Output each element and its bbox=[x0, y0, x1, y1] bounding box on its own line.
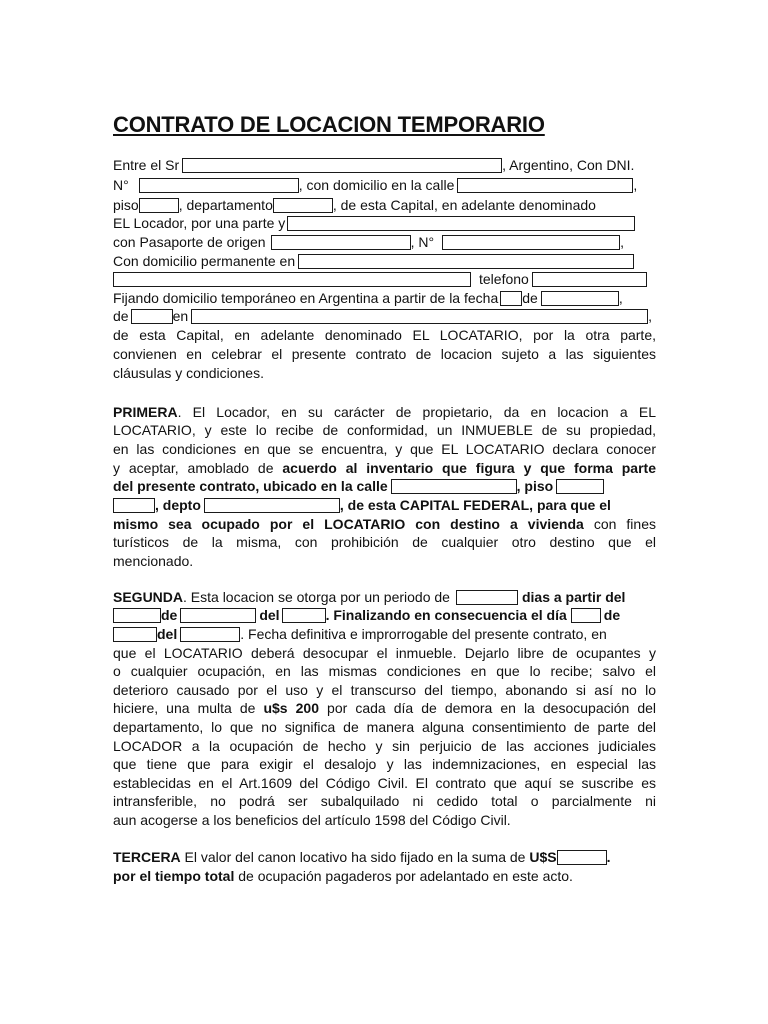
clause-heading: PRIMERA bbox=[113, 404, 178, 420]
text: en bbox=[172, 308, 189, 324]
page-title: CONTRATO DE LOCACION TEMPORARIO bbox=[113, 112, 545, 137]
text: . Esta locacion se otorga por un periodo de bbox=[183, 589, 450, 605]
intro-line-5 bbox=[113, 233, 624, 251]
text: por cada día de demora en la desocupación del bbox=[319, 700, 656, 716]
bold-text: del bbox=[259, 607, 280, 623]
intro-line-12: cláusulas y condiciones. bbox=[113, 365, 264, 381]
intro-line-7 bbox=[113, 270, 647, 288]
bold-text: . Finalizando en consecuencia el día bbox=[325, 607, 567, 623]
street-field[interactable] bbox=[457, 178, 633, 193]
text: telefono bbox=[479, 271, 529, 287]
bold-text: por el tiempo total bbox=[113, 868, 235, 884]
bold-text: , de esta CAPITAL FEDERAL, para que el bbox=[339, 497, 611, 513]
bold-text: de bbox=[603, 607, 621, 623]
text: , bbox=[648, 308, 653, 324]
text: . El Locador, en su carácter de propietario, da en locacion a EL bbox=[177, 404, 656, 420]
floor-field[interactable] bbox=[139, 198, 179, 213]
end-day-field[interactable] bbox=[571, 608, 601, 623]
text: , con domicilio en la calle bbox=[298, 177, 455, 193]
text: N° bbox=[113, 177, 129, 193]
text: hiciere, una multa de bbox=[113, 700, 264, 716]
bold-text: de bbox=[161, 607, 178, 623]
segunda-line-3 bbox=[113, 625, 607, 643]
primera-line-6 bbox=[113, 496, 611, 514]
primera-line-2: LOCATARIO, y este lo recibe de conformidad, un INMUEBLE de su propiedad, bbox=[113, 422, 656, 438]
passport-origin-field[interactable] bbox=[271, 235, 411, 250]
permanent-address-cont-field[interactable] bbox=[113, 272, 471, 287]
text: de bbox=[113, 308, 129, 324]
phone-field[interactable] bbox=[532, 272, 647, 287]
text: , bbox=[618, 290, 623, 306]
text: , bbox=[620, 234, 624, 250]
temporary-address-field[interactable] bbox=[191, 309, 648, 324]
segunda-line-12: intransferible, no podrá ser subalquilado ni cedido total o parcialmente ni bbox=[113, 793, 656, 809]
bold-text: , depto bbox=[155, 497, 201, 513]
text: . Fecha definitiva e improrrogable del presente contrato, en bbox=[240, 626, 607, 642]
segunda-line-2 bbox=[113, 606, 620, 624]
intro-line-2 bbox=[113, 176, 637, 194]
text: Fijando domicilio temporáneo en Argentina a partir de la fecha bbox=[113, 290, 499, 306]
start-year-field[interactable] bbox=[282, 608, 326, 623]
text: con fines bbox=[583, 516, 656, 532]
segunda-line-9: LOCADOR a la ocupación de hecho y sin perjuicio de las acciones judiciales bbox=[113, 738, 656, 754]
intro-line-1 bbox=[113, 156, 634, 174]
start-month-field[interactable] bbox=[180, 608, 256, 623]
segunda-line-11: establecidas en el Art.1609 del Código Civil. El contrato que aquí se suscribe es bbox=[113, 775, 656, 791]
passport-number-field[interactable] bbox=[442, 235, 620, 250]
from-day-field[interactable] bbox=[500, 291, 522, 306]
primera-line-1 bbox=[113, 403, 656, 421]
text: , de esta Capital, en adelante denominado bbox=[332, 197, 596, 213]
tercera-line-2 bbox=[113, 867, 573, 885]
segunda-line-1 bbox=[113, 588, 625, 606]
intro-line-10: de esta Capital, en adelante denominado EL LOCATARIO, por la otra parte, bbox=[113, 327, 656, 343]
primera-line-7 bbox=[113, 515, 656, 533]
bold-text: u$s 200 bbox=[263, 700, 319, 716]
bold-text: del presente contrato, ubicado en la calle bbox=[113, 478, 388, 494]
end-month-field[interactable] bbox=[113, 627, 157, 642]
bold-text: . bbox=[606, 849, 611, 865]
apartment-field[interactable] bbox=[273, 198, 333, 213]
intro-line-11: convienen en celebrar el presente contrato de locacion sujeto a las siguientes bbox=[113, 346, 656, 362]
end-year-field[interactable] bbox=[180, 627, 240, 642]
segunda-line-5: o cualquier ocupación, en las mismas condiciones en que lo recibe; salvo el bbox=[113, 663, 656, 679]
bold-text: , piso bbox=[516, 478, 554, 494]
text: , N° bbox=[410, 234, 435, 250]
primera-line-3: en las condiciones en que se encuentra, y que EL LOCATARIO declara conocer bbox=[113, 441, 656, 457]
text: EL Locador, por una parte y bbox=[113, 215, 286, 231]
text: de bbox=[522, 290, 538, 306]
segunda-line-10: que tiene que para exigir el desalojo y las indemnizaciones, en especial las bbox=[113, 756, 656, 772]
segunda-line-13: aun acogerse a los beneficios del artículo 1598 del Código Civil. bbox=[113, 812, 511, 828]
period-days-field[interactable] bbox=[456, 590, 518, 605]
clause-heading: TERCERA bbox=[113, 849, 181, 865]
from-month-field[interactable] bbox=[541, 291, 619, 306]
tenant-name-field[interactable] bbox=[287, 216, 635, 231]
property-apartment-field[interactable] bbox=[113, 498, 155, 513]
text: El valor del canon locativo ha sido fijado en la suma de bbox=[180, 849, 530, 865]
segunda-line-8: departamento, lo que no significa de manera alguna consentimiento de parte del bbox=[113, 719, 656, 735]
text: de ocupación pagaderos por adelantado en este acto. bbox=[234, 868, 573, 884]
from-year-field[interactable] bbox=[131, 309, 173, 324]
property-depto-field[interactable] bbox=[204, 498, 340, 513]
bold-text: U$S bbox=[529, 849, 557, 865]
bold-text: mismo sea ocupado por el LOCATARIO con destino a vivienda bbox=[113, 516, 584, 532]
amount-field[interactable] bbox=[557, 850, 607, 865]
segunda-line-4: que el LOCATARIO deberá desocupar el inmueble. Dejarlo libre de ocupantes y bbox=[113, 645, 656, 661]
property-floor-field[interactable] bbox=[556, 479, 604, 494]
text: Con domicilio permanente en bbox=[113, 253, 296, 269]
text: piso bbox=[113, 197, 139, 213]
bold-text: acuerdo al inventario que figura y que forma parte bbox=[282, 460, 656, 476]
text: con Pasaporte de origen bbox=[113, 234, 266, 250]
intro-line-4 bbox=[113, 214, 635, 232]
clause-heading: SEGUNDA bbox=[113, 589, 184, 605]
bold-text: dias a partir del bbox=[521, 589, 626, 605]
segunda-line-6: deterioro causado por el uso y el transcurso del tiempo, abonando si así no lo bbox=[113, 682, 656, 698]
text: , Argentino, Con DNI. bbox=[502, 157, 635, 173]
primera-line-4 bbox=[113, 459, 656, 477]
text: , bbox=[633, 177, 638, 193]
text: y aceptar, amoblado de bbox=[113, 460, 283, 476]
segunda-line-7 bbox=[113, 699, 656, 717]
text: Entre el Sr bbox=[113, 157, 180, 173]
intro-line-8 bbox=[113, 289, 623, 307]
name-field[interactable] bbox=[182, 158, 502, 173]
primera-line-8: turísticos de la misma, con prohibición de cualquier otro destino que el bbox=[113, 534, 656, 550]
primera-line-9: mencionado. bbox=[113, 553, 194, 569]
intro-line-6 bbox=[113, 252, 634, 270]
text: , departamento bbox=[178, 197, 273, 213]
bold-text: del bbox=[157, 626, 178, 642]
intro-line-3 bbox=[113, 196, 596, 214]
tercera-line-1 bbox=[113, 848, 610, 866]
property-street-field[interactable] bbox=[391, 479, 517, 494]
primera-line-5 bbox=[113, 477, 604, 495]
permanent-address-field[interactable] bbox=[298, 254, 634, 269]
start-day-field[interactable] bbox=[113, 608, 161, 623]
dni-field[interactable] bbox=[139, 178, 299, 193]
intro-line-9 bbox=[113, 307, 652, 325]
